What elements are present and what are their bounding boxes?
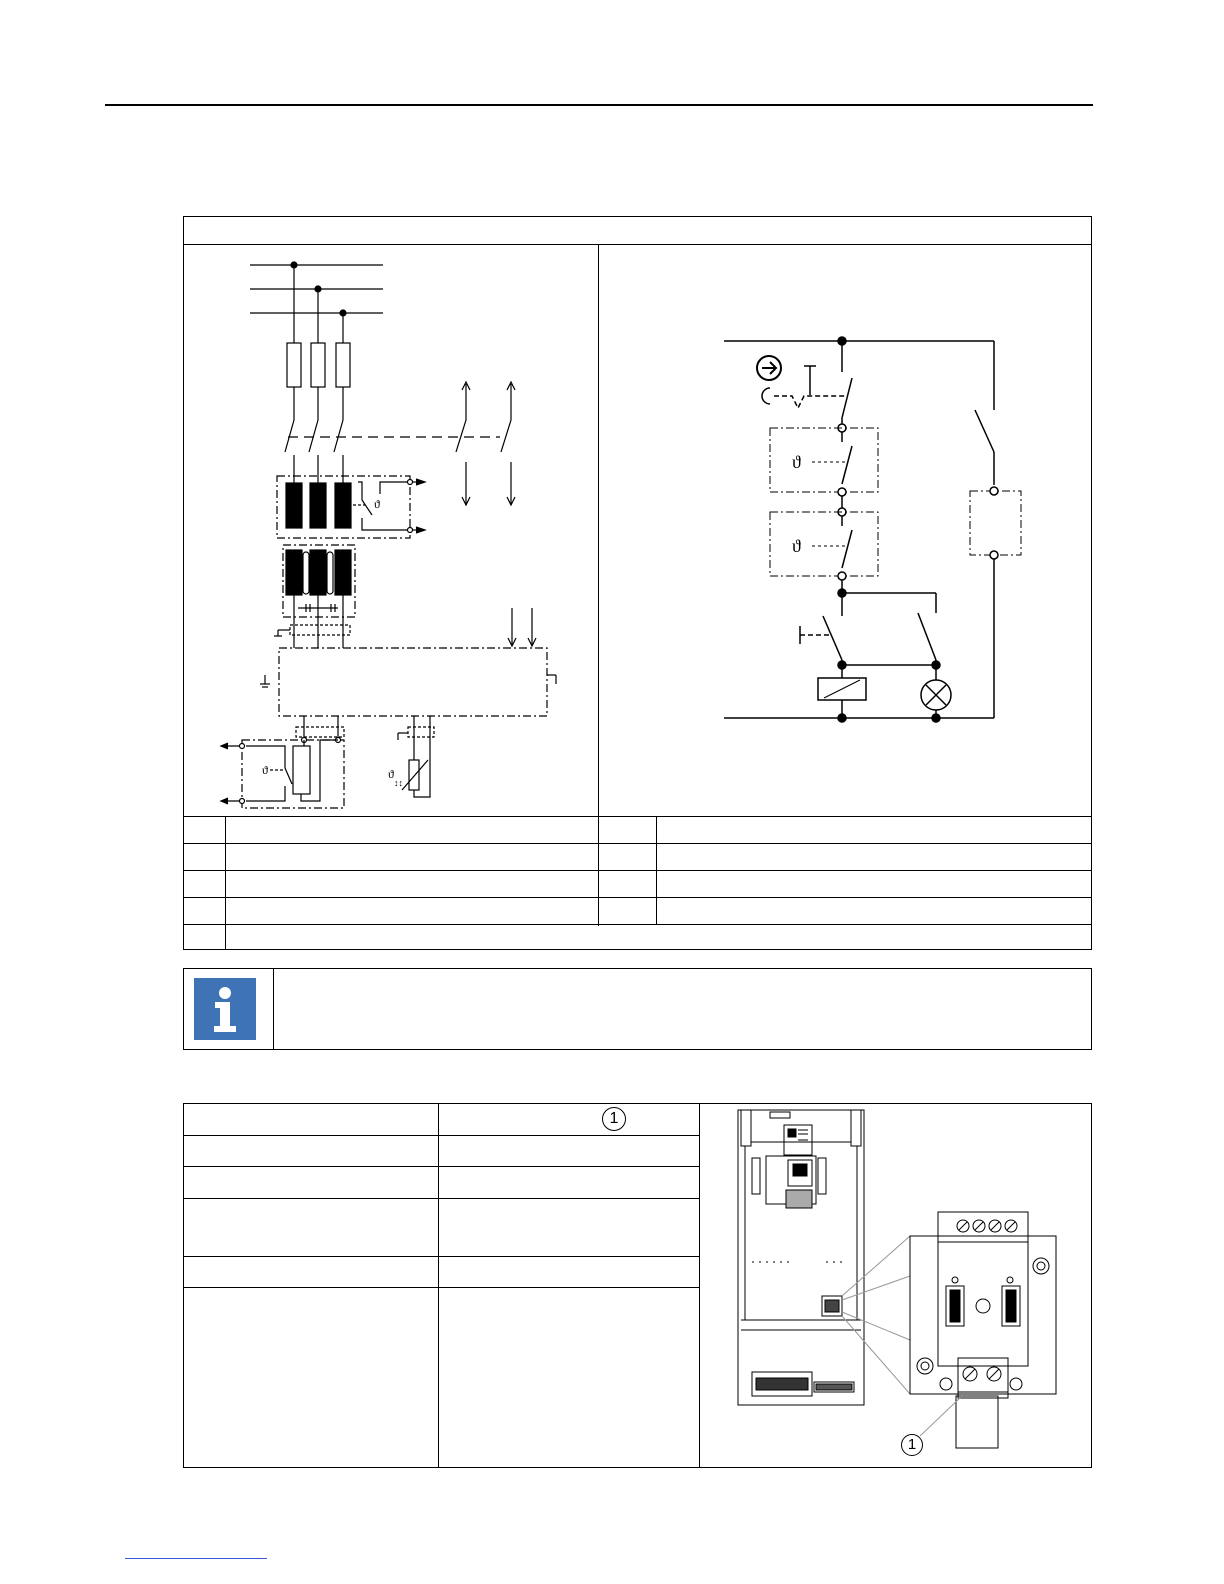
figure-callout-number: 1 [907, 1436, 917, 1453]
svg-text:ϑ: ϑ [262, 763, 268, 777]
svg-text:ϑ: ϑ [792, 536, 801, 556]
footer-link-underline[interactable] [125, 1558, 267, 1559]
svg-text:ϑ: ϑ [388, 767, 394, 781]
callout-number: 1 [609, 1110, 619, 1127]
svg-text:↕↕: ↕↕ [394, 778, 403, 788]
svg-text:ϑ: ϑ [792, 452, 801, 472]
svg-text:ϑ: ϑ [374, 497, 380, 511]
